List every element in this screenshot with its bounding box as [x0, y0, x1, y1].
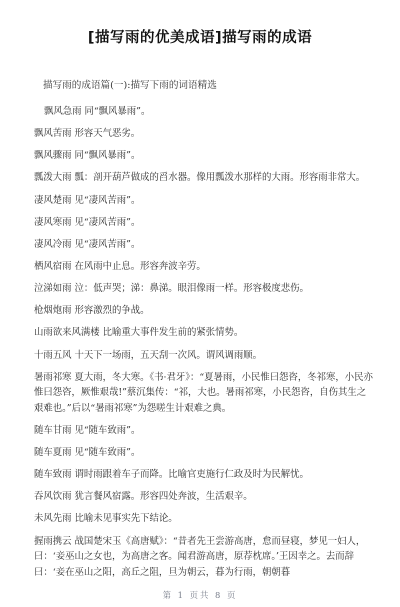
list-item: 飘风急雨 同“飘风暴雨”。	[44, 106, 151, 117]
list-item: 未风先雨 比喻未见事实先下结论。	[34, 513, 178, 525]
list-item: 飘风骤雨 同“飘风暴雨”。	[34, 150, 141, 162]
list-item: 随车致雨 谓时雨跟着车子而降。比喻官吏施行仁政及时为民解忧。	[34, 469, 309, 481]
list-item: 飘风苦雨 形容天气恶劣。	[34, 128, 141, 140]
document-title: [描写雨的优美成语]描写雨的成语	[87, 30, 313, 46]
list-item: 随车夏雨 见“随车致雨”。	[34, 447, 141, 459]
list-item: 凄风冷雨 见“凄风苦雨”。	[34, 238, 141, 250]
list-item: 枪烟炮雨 形容激烈的争战。	[34, 305, 150, 317]
list-item: 凄风楚雨 见“凄风苦雨”。	[34, 194, 141, 206]
list-item: 十雨五风 十天下一场雨，五天刮一次风。谓风调雨顺。	[34, 349, 262, 361]
page-indicator: 第 1 页共 8 页	[162, 590, 238, 600]
entry-list	[34, 104, 374, 587]
document-subtitle: 描写雨的成语篇(一):描写下雨的词语精选	[43, 80, 217, 91]
list-item: 握雨携云 战国楚宋玉《高唐赋》：“昔者先王尝游高唐，怠而昼寝，梦见一妇人，曰：‘妾巫山之女也，为高唐之客。闻君游高唐，原荐枕席。’王因幸之。去而辞曰：‘妾在巫山之阳，高丘之阻，旦为朝云，暮为行雨，朝朝暮	[34, 535, 366, 578]
list-item: 凄风寒雨 见“凄风苦雨”。	[34, 216, 141, 228]
list-item: 瓢泼大雨 瓢：剖开葫芦做成的舀水器。像用瓢泼水那样的大雨。形容雨非常大。	[34, 172, 366, 184]
list-item: 暑雨祁寒 夏大雨，冬大寒。《书·君牙》：“夏暑雨，小民惟曰怨咨，冬祁寒，小民亦惟曰怨咨，厥惟艰哉!”蔡沉集传：“祁，大也。暑雨祁寒，小民怨咨，自伤其生之艰难也。”后以“暑雨祁寒”为怨嗟生计艰难之典。	[34, 371, 373, 414]
list-item: 随车甘雨 见“随车致雨”。	[34, 424, 141, 436]
list-item: 山雨欲来风满楼 比喻重大事件发生前的紧张情势。	[34, 327, 244, 339]
list-item: 栖风宿雨 在风雨中止息。形容奔波辛劳。	[34, 260, 206, 272]
list-item: 吞风饮雨 犹言餐风宿露。形容四处奔波，生活艰辛。	[34, 491, 253, 503]
list-item: 泣涕如雨 泣：低声哭；涕：鼻涕。眼泪像雨一样。形容极度悲伤。	[34, 283, 309, 295]
